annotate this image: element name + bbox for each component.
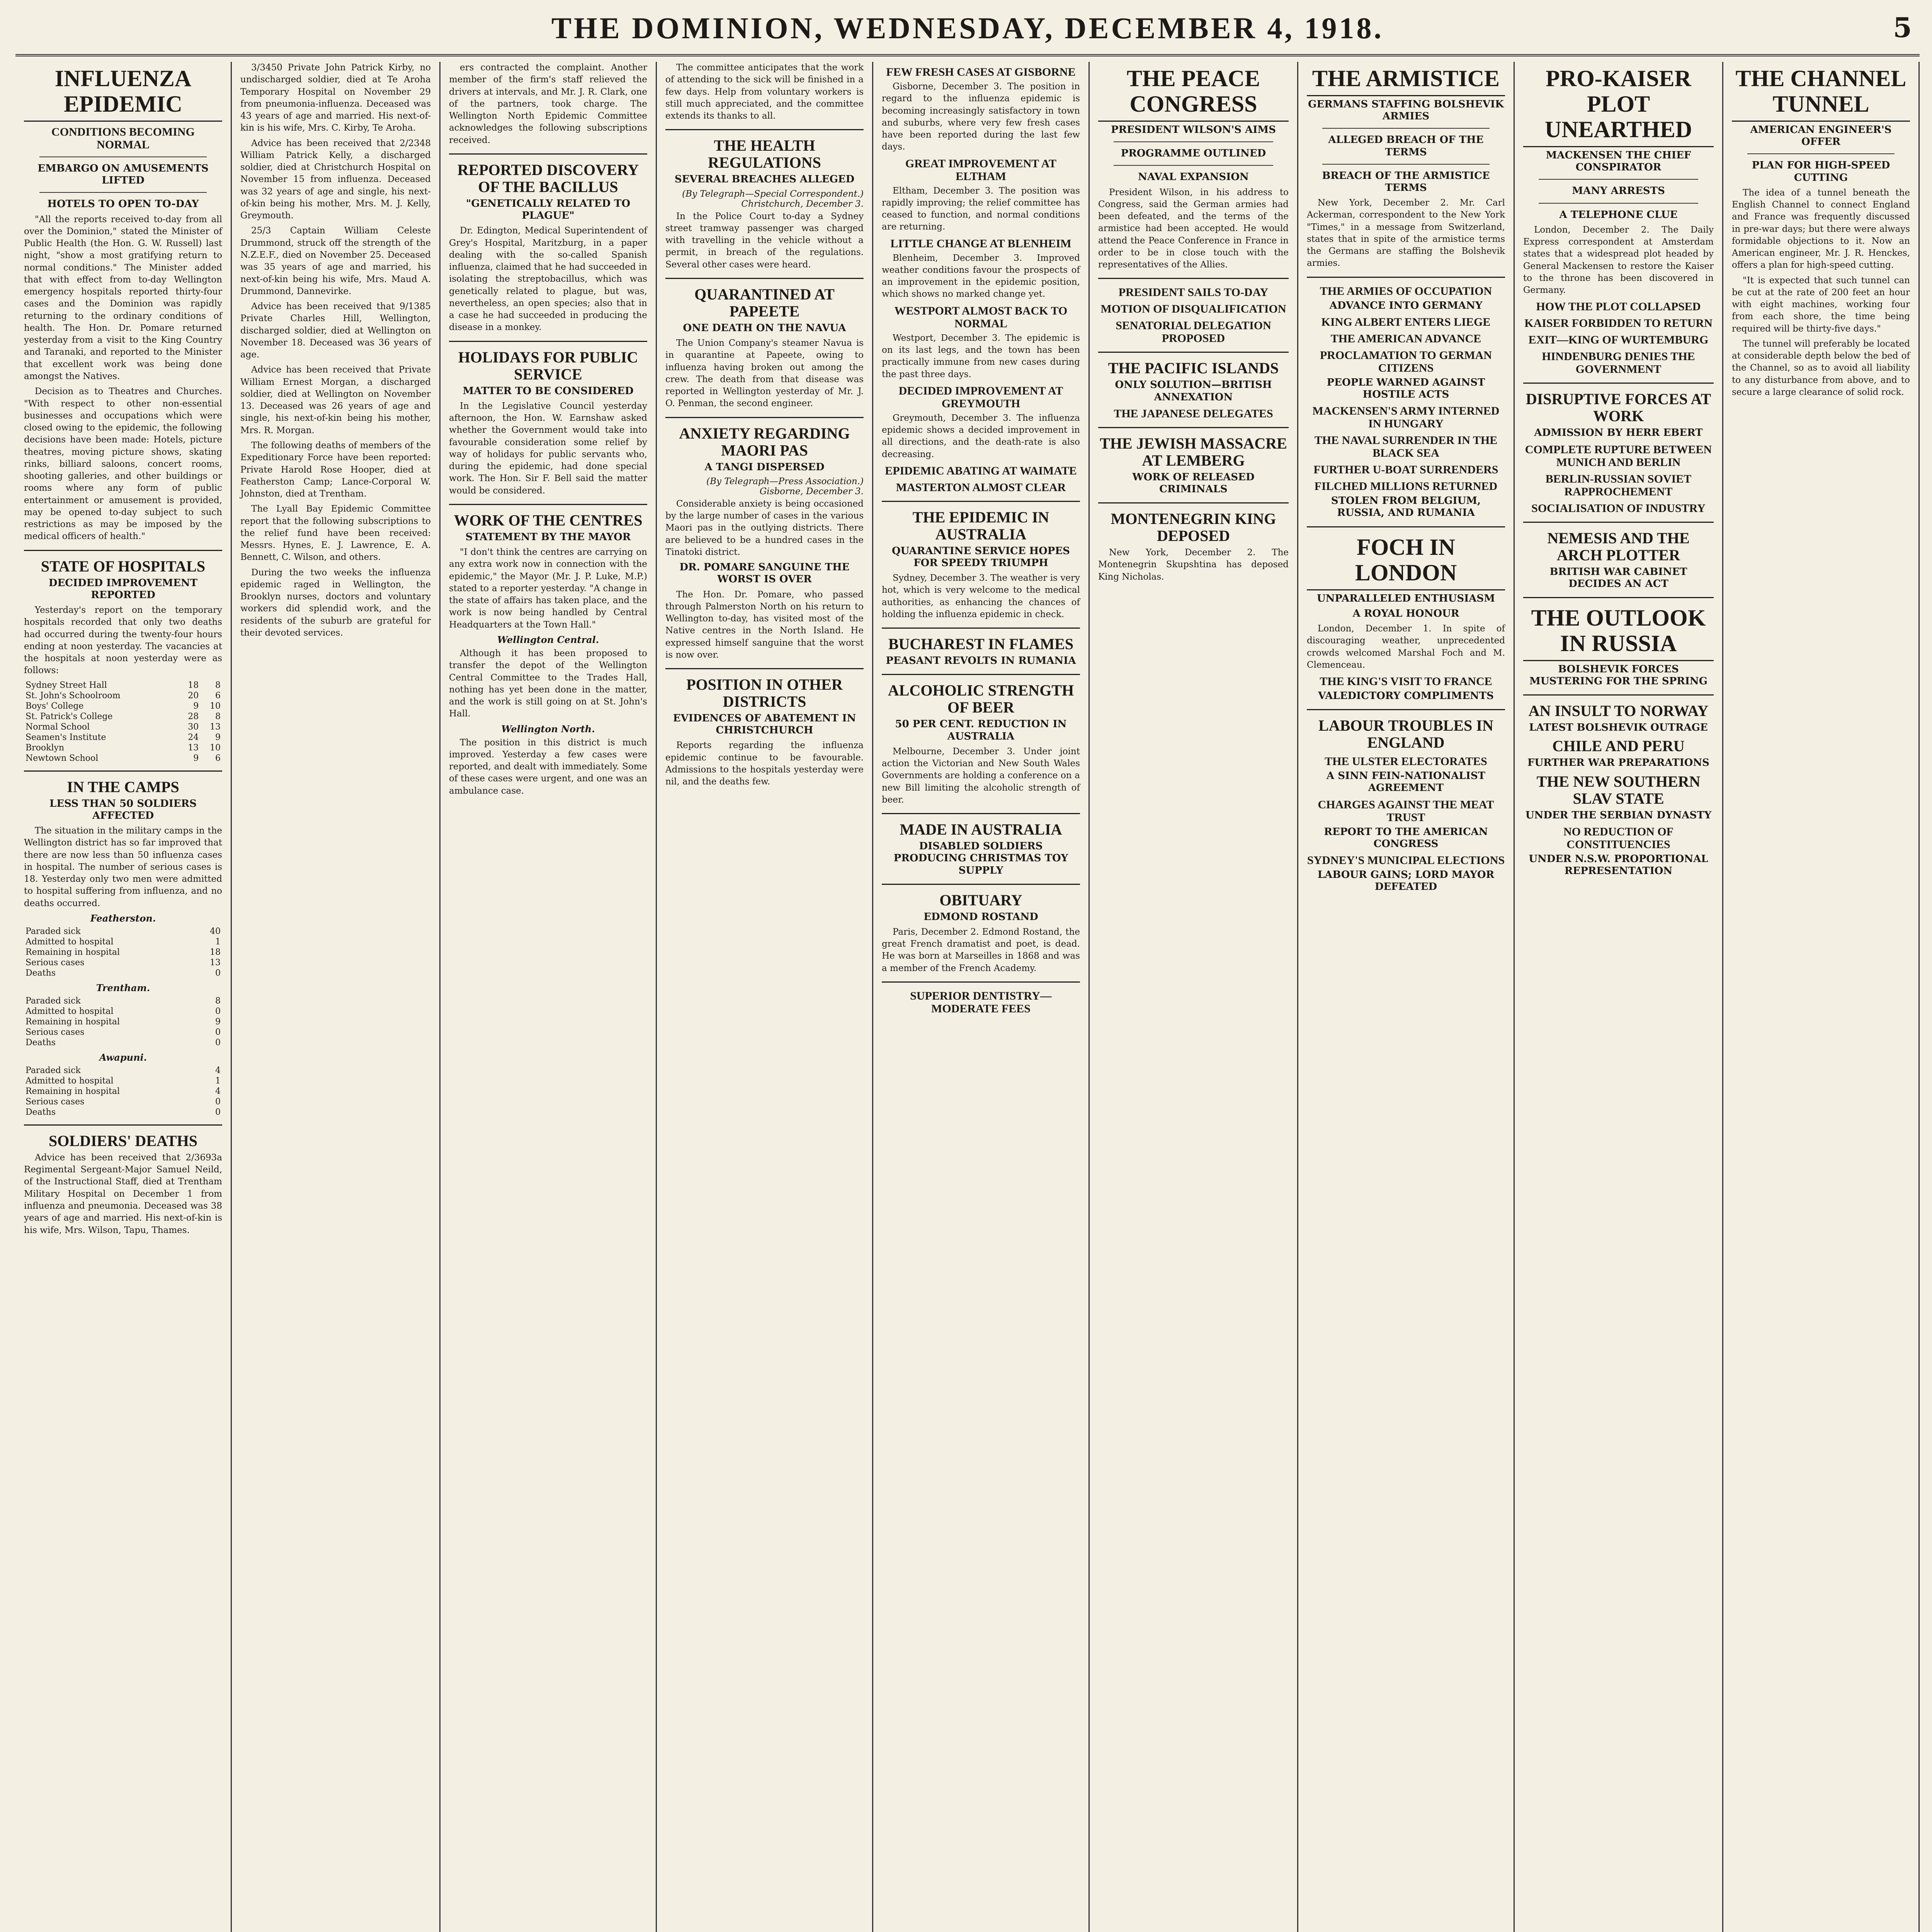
headline-black-sea: THE NAVAL SURRENDER IN THE BLACK SEA bbox=[1314, 434, 1498, 460]
table-row: Remaining in hospital 18 bbox=[26, 947, 221, 957]
article-text: President Wilson, in his address to Congress, said the German armies had been defeated, and the terms of the armistice had been accepted. He would attend the Peace Conference in France in order to be in close touch with the representatives of the Allies. bbox=[1098, 187, 1289, 270]
headline-kaiser-plot: PRO-KAISER PLOT UNEARTHED bbox=[1523, 66, 1714, 147]
camp-name: Featherston. bbox=[90, 912, 156, 924]
headline-soldiers-deaths: SOLDIERS' DEATHS bbox=[49, 1132, 197, 1150]
headline-king-albert: KING ALBERT ENTERS LIEGE bbox=[1321, 315, 1491, 328]
subhead: LATEST BOLSHEVIK OUTRAGE bbox=[1529, 722, 1708, 734]
article-text: Sydney, December 3. The weather is very hot, which is very welcome to the medical authorities, as enhancing the chances of holding the influenza epidemic in check. bbox=[882, 573, 1080, 620]
column-districts bbox=[873, 62, 1090, 1932]
advertisement-dentistry: SUPERIOR DENTISTRY—MODERATE FEES bbox=[910, 989, 1052, 1015]
article-text: The committee anticipates that the work of attending to the sick will be finished in a few days. Help from voluntary workers is still much appreciated, and the committee extends its thanks to all. bbox=[665, 63, 864, 121]
headline-constituencies: NO REDUCTION OF CONSTITUENCIES bbox=[1563, 825, 1673, 851]
headline-munich-berlin: COMPLETE RUPTURE BETWEEN MUNICH AND BERLIN bbox=[1525, 443, 1712, 469]
headline-ulster: THE ULSTER ELECTORATES bbox=[1325, 755, 1487, 768]
subhead: PLAN FOR HIGH-SPEED CUTTING bbox=[1752, 160, 1890, 184]
table-row: Deaths 0 bbox=[26, 1037, 221, 1048]
headline-eltham: GREAT IMPROVEMENT AT ELTHAM bbox=[905, 157, 1057, 183]
subhead: A SINN FEIN-NATIONALIST AGREEMENT bbox=[1327, 770, 1485, 794]
article-text: The position in this district is much improved. Yesterday a few cases were reported, and dealt with immediately. Some of these cases were urgent, and one was an ambulance case. bbox=[449, 737, 647, 796]
camp-name: Awapuni. bbox=[99, 1051, 147, 1063]
table-row: Serious cases 13 bbox=[26, 957, 221, 968]
headline-camps: IN THE CAMPS bbox=[67, 778, 179, 796]
table-row: Admitted to hospital 1 bbox=[26, 937, 221, 947]
headline-papeete: QUARANTINED AT PAPEETE bbox=[694, 285, 835, 320]
column-kaiser-plot bbox=[1515, 62, 1723, 1932]
headline-meat-trust: CHARGES AGAINST THE MEAT TRUST bbox=[1318, 798, 1494, 824]
subhead: QUARANTINE SERVICE HOPES FOR SPEEDY TRIUMPH bbox=[892, 545, 1070, 569]
table-row: Brooklyn 13 10 bbox=[26, 743, 221, 753]
article-text: In the Police Court to-day a Sydney street tramway passenger was charged with travelling in the vehicle without a permit, in breach of the regulations. Several other cases were heard. bbox=[665, 211, 864, 270]
column-peace-congress bbox=[1090, 62, 1298, 1932]
headline-waimate: EPIDEMIC ABATING AT WAIMATE bbox=[885, 464, 1077, 477]
dateline: (By Telegraph—Special Correspondent.) Christchurch, December 3. bbox=[682, 189, 864, 209]
subhead: A TANGI DISPERSED bbox=[704, 461, 825, 473]
headline-plot-collapsed: HOW THE PLOT COLLAPSED bbox=[1536, 300, 1701, 313]
table-row: Admitted to hospital 0 bbox=[26, 1006, 221, 1016]
column-regulations bbox=[657, 62, 873, 1932]
subhead: LESS THAN 50 SOLDIERS AFFECTED bbox=[49, 798, 197, 821]
subhead: MANY ARRESTS bbox=[1572, 185, 1665, 197]
table-row: Paraded sick 8 bbox=[26, 996, 221, 1006]
subhead: AMERICAN ENGINEER'S OFFER bbox=[1750, 124, 1892, 148]
headline-proclamation: PROCLAMATION TO GERMAN CITIZENS bbox=[1320, 349, 1492, 374]
subhead: STOLEN FROM BELGIUM, RUSSIA, AND RUMANIA bbox=[1331, 495, 1481, 519]
headline-other-districts: POSITION IN OTHER DISTRICTS bbox=[686, 676, 843, 711]
subhead: FURTHER WAR PREPARATIONS bbox=[1527, 757, 1709, 769]
subhead: MACKENSEN THE CHIEF CONSPIRATOR bbox=[1546, 150, 1691, 173]
article-text: "All the reports received to-day from all over the Dominion," stated the Minister of Public Health (the Hon. G. W. Russell) last night, "show a most gratifying return to normal conditions." The Minister added that with effect from to-day Wellington emergency hospitals reported thirty-four cases and the Dominion was rapidly returning to the ordinary conditions of health. The Hon. Dr. Pomare returned yesterday from a visit to the King Country and Taranaki, and reported to the Minister that excellent work was being done amongst the Natives. bbox=[24, 214, 222, 382]
article-text: The idea of a tunnel beneath the English Channel to connect England and France was frequently discussed in pre-war days; but there were always formidable objections to it. Now an American engineer, Mr. J. R. Henckes, offers a plan for high-speed cutting. bbox=[1732, 187, 1910, 270]
headline-mackensen-interned: MACKENSEN'S ARMY INTERNED IN HUNGARY bbox=[1312, 405, 1500, 430]
subhead: PEOPLE WARNED AGAINST HOSTILE ACTS bbox=[1327, 376, 1485, 401]
dateline: (By Telegraph—Press Association.) Gisborne, December 3. bbox=[706, 476, 864, 497]
hospital-vacancies-table bbox=[24, 680, 222, 764]
headline-greymouth: DECIDED IMPROVEMENT AT GREYMOUTH bbox=[898, 384, 1063, 410]
headline-foch-london: FOCH IN LONDON bbox=[1307, 534, 1505, 590]
subhead: REPORT TO THE AMERICAN CONGRESS bbox=[1324, 826, 1488, 850]
article-text: "It is expected that such tunnel can be cut at the rate of 200 feet an hour with eight machines, working four from each shore, the time being required will be thirty-five days." bbox=[1732, 275, 1910, 334]
table-row: Serious cases 0 bbox=[26, 1027, 221, 1037]
table-row: Deaths 0 bbox=[26, 968, 221, 978]
page-number: 5 bbox=[1893, 12, 1912, 44]
article-text: In the Legislative Council yesterday afternoon, the Hon. W. Earnshaw asked whether the Government would take into favourable consideration some relief by way of holidays for public servants who, during the epidemic, had done special work. The Hon. Sir F. Bell said the matter would be considered. bbox=[449, 401, 647, 496]
table-row: Serious cases 0 bbox=[26, 1097, 221, 1107]
subhead: VALEDICTORY COMPLIMENTS bbox=[1318, 690, 1494, 702]
headline-kaiser-forbidden: KAISER FORBIDDEN TO RETURN bbox=[1524, 317, 1713, 330]
article-text: During the two weeks the influenza epidemic raged in Wellington, the Brooklyn nurses, doctors and voluntary workers did splendid work, and the residents of the suburb are grateful for their devoted services. bbox=[240, 567, 431, 638]
article-text: Westport, December 3. The epidemic is on its last legs, and the town has been practically immune from new cases during the past three days. bbox=[882, 333, 1080, 379]
subhead: DISABLED SOLDIERS PRODUCING CHRISTMAS TOY SUPPLY bbox=[893, 840, 1068, 876]
headline-disruptive-forces: DISRUPTIVE FORCES AT WORK bbox=[1526, 390, 1711, 425]
article-text: Advice has been received that 2/2348 William Patrick Kelly, a discharged soldier, died at Christchurch Hospital on November 15 from influenza. Deceased was 32 years of age and single, his next-of-kin being his mother, Mrs. M. J. Kelly, Greymouth. bbox=[240, 138, 431, 221]
article-text: Yesterday's report on the temporary hospitals recorded that only two deaths had occurred during the twenty-four hours ending at noon yesterday. The vacancies at the hospitals at noon yesterday were as follows: bbox=[24, 605, 222, 676]
subhead: ADVANCE INTO GERMANY bbox=[1329, 299, 1483, 311]
table-row: Remaining in hospital 4 bbox=[26, 1086, 221, 1096]
headline-hindenburg: HINDENBURG DENIES THE GOVERNMENT bbox=[1542, 350, 1695, 376]
column-armistice bbox=[1298, 62, 1515, 1932]
headline-maori-pas: ANXIETY REGARDING MAORI PAS bbox=[679, 424, 850, 459]
article-text: The Union Company's steamer Navua is in quarantine at Papeete, owing to influenza having broken out among the crew. The death from that disease was reported in Wellington yesterday of Mr. J. O. Penman, the second engineer. bbox=[665, 338, 864, 409]
headline-occupation: THE ARMIES OF OCCUPATION bbox=[1320, 284, 1492, 298]
article-text: London, December 1. In spite of discouraging weather, unprecedented crowds welcomed Marshal Foch and M. Clemenceau. bbox=[1307, 624, 1505, 670]
subhead: ALLEGED BREACH OF THE TERMS bbox=[1328, 134, 1484, 158]
headline-chile-peru: CHILE AND PERU bbox=[1552, 737, 1685, 755]
newspaper-title: THE DOMINION, WEDNESDAY, DECEMBER 4, 1918. bbox=[551, 11, 1384, 45]
article-text: Advice has been received that 9/1385 Private Charles Hill, Wellington, discharged soldier, died at Wellington on November 18. Deceased was 36 years of age. bbox=[240, 301, 431, 360]
headline-socialisation: SOCIALISATION OF INDUSTRY bbox=[1531, 502, 1706, 515]
headline-bucharest: BUCHAREST IN FLAMES bbox=[888, 635, 1074, 653]
column-deaths bbox=[232, 62, 440, 1932]
headline-peace-congress: THE PEACE CONGRESS bbox=[1098, 66, 1289, 122]
subhead: PRESIDENT WILSON'S AIMS bbox=[1111, 124, 1276, 136]
table-row: Sydney Street Hall 18 8 bbox=[26, 680, 221, 690]
headline-u-boat: FURTHER U-BOAT SURRENDERS bbox=[1313, 463, 1498, 476]
subhead: DECIDED IMPROVEMENT REPORTED bbox=[48, 577, 198, 601]
article-text: 25/3 Captain William Celeste Drummond, struck off the strength of the N.Z.E.F., died on November 25. Deceased was 35 years of age and married, his next-of-kin being his wife, Mrs. Maud A. Drummond, Dannevirke. bbox=[240, 226, 431, 296]
headline-nemesis: NEMESIS AND THE ARCH PLOTTER bbox=[1547, 529, 1690, 564]
headline-blenheim: LITTLE CHANGE AT BLENHEIM bbox=[890, 237, 1071, 250]
camp-table bbox=[24, 1065, 222, 1117]
table-row: St. Patrick's College 28 8 bbox=[26, 711, 221, 721]
column-bacillus bbox=[440, 62, 657, 1932]
subhead: UNDER THE SERBIAN DYNASTY bbox=[1525, 809, 1712, 821]
table-row: Newtown School 9 6 bbox=[26, 753, 221, 763]
masthead bbox=[15, 8, 1920, 56]
camp-name: Trentham. bbox=[96, 982, 150, 993]
headline-centres: WORK OF THE CENTRES bbox=[454, 511, 643, 529]
headline-armistice: THE ARMISTICE bbox=[1307, 66, 1505, 96]
table-row: Seamen's Institute 24 9 bbox=[26, 732, 221, 742]
column-channel-tunnel bbox=[1723, 62, 1920, 1932]
headline-hospitals: STATE OF HOSPITALS bbox=[41, 557, 206, 575]
subhead: EMBARGO ON AMUSEMENTS LIFTED bbox=[37, 163, 209, 187]
article-text: New York, December 2. Mr. Carl Ackerman, correspondent to the New York "Times," in a message from Switzerland, states that in spite of the armistice terms the Germans are staffing the Bolshevik armies. bbox=[1307, 198, 1505, 269]
table-row: St. John's Schoolroom 20 6 bbox=[26, 690, 221, 701]
headline-made-in-australia: MADE IN AUSTRALIA bbox=[900, 821, 1062, 838]
district-name: Wellington North. bbox=[501, 723, 595, 735]
headline-labour-troubles: LABOUR TROUBLES IN ENGLAND bbox=[1318, 717, 1493, 752]
headline-westport: WESTPORT ALMOST BACK TO NORMAL bbox=[894, 304, 1068, 330]
subhead: PEASANT REVOLTS IN RUMANIA bbox=[886, 655, 1076, 667]
article-text: Melbourne, December 3. Under joint action the Victorian and New South Wales Governments are holding a conference on a new Bill limiting the alcoholic strength of beer. bbox=[882, 746, 1080, 805]
headline-slav-state: THE NEW SOUTHERN SLAV STATE bbox=[1536, 772, 1701, 807]
headline-australia-epidemic: THE EPIDEMIC IN AUSTRALIA bbox=[912, 508, 1049, 543]
subhead: BRITISH WAR CABINET DECIDES AN ACT bbox=[1549, 566, 1687, 590]
headline-soviet: BERLIN-RUSSIAN SOVIET RAPPROCHEMENT bbox=[1545, 472, 1692, 498]
subhead: A ROYAL HONOUR bbox=[1352, 607, 1459, 619]
subhead: DR. POMARE SANGUINE THE WORST IS OVER bbox=[679, 561, 850, 585]
headline-lemberg: THE JEWISH MASSACRE AT LEMBERG bbox=[1100, 434, 1287, 469]
headline-norway: AN INSULT TO NORWAY bbox=[1528, 702, 1709, 720]
headline-filched-millions: FILCHED MILLIONS RETURNED bbox=[1314, 480, 1498, 493]
camp-table bbox=[24, 996, 222, 1048]
article-text: Gisborne, December 3. The position in regard to the influenza epidemic is becoming increasingly satisfactory in town and suburbs, where very few fresh cases have been reported during the last few days. bbox=[882, 82, 1080, 152]
article-text: Paris, December 2. Edmond Rostand, the great French dramatist and poet, is dead. He was born at Marseilles in 1868 and was a member of the French Academy. bbox=[882, 927, 1080, 973]
headline-senatorial: SENATORIAL DELEGATION PROPOSED bbox=[1116, 319, 1271, 345]
headline-american-advance: THE AMERICAN ADVANCE bbox=[1330, 332, 1481, 345]
table-row: Normal School 30 13 bbox=[26, 722, 221, 732]
headline-gisborne: FEW FRESH CASES AT GISBORNE bbox=[886, 66, 1076, 78]
subhead: EVIDENCES OF ABATEMENT IN CHRISTCHURCH bbox=[673, 713, 856, 736]
subhead: ONLY SOLUTION—BRITISH ANNEXATION bbox=[1115, 379, 1272, 403]
article-text: The Hon. Dr. Pomare, who passed through Palmerston North on his return to Wellington to-day, has visited most of the Native centres in the North Island. He expressed himself sanguine that the worst is now over. bbox=[665, 589, 864, 660]
article-text: The tunnel will preferably be located at considerable depth below the bed of the Channel, so as to avoid all liability to any disturbance from above, and to secure a large clearance of solid rock. bbox=[1732, 338, 1910, 397]
subhead: A TELEPHONE CLUE bbox=[1559, 209, 1678, 221]
headline-holidays: HOLIDAYS FOR PUBLIC SERVICE bbox=[458, 348, 638, 383]
headline-disqualification: MOTION OF DISQUALIFICATION bbox=[1100, 303, 1286, 316]
table-row: Paraded sick 40 bbox=[26, 926, 221, 936]
subhead: STATEMENT BY THE MAYOR bbox=[465, 531, 631, 543]
district-name: Wellington Central. bbox=[497, 634, 599, 645]
article-text: Advice has been received that Private William Ernest Morgan, a discharged soldier, died at Wellington on November 13. Deceased was 26 years of age and single, his next-of-kin being his mother, Mrs. R. Morgan. bbox=[240, 365, 431, 435]
table-row: Deaths 0 bbox=[26, 1107, 221, 1117]
article-text: 3/3450 Private John Patrick Kirby, no undischarged soldier, died at Te Aroha Temporary Hospital on November 29 from pneumonia-influenza. Deceased was 43 years of age and married. His next-of-kin is his wife, Mrs. C. Kirby, Te Aroha. bbox=[240, 63, 431, 133]
camp-table bbox=[24, 926, 222, 978]
article-text: Decision as to Theatres and Churches. "With respect to other non-essential businesses and occupations which were closed owing to the epidemic, the following decisions have been made: Hotels, picture theatres, moving picture shows, skating rinks, billiard saloons, concert rooms, shooting galleries, and other buildings or rooms where any form of public entertainment or amusement is provided, may be opened to-day subject to such restrictions as may be imposed by the medical officers of health." bbox=[24, 386, 222, 542]
table-row: Boys' College 9 10 bbox=[26, 701, 221, 711]
headline-influenza: INFLUENZA EPIDEMIC bbox=[24, 66, 222, 122]
article-text: Considerable anxiety is being occasioned by the large number of cases in the various Maori pas in the outlying districts. There are believed to be a hundred cases in the Tinatoki district. bbox=[665, 498, 864, 557]
table-row: Remaining in hospital 9 bbox=[26, 1017, 221, 1027]
headline-montenegrin-king: MONTENEGRIN KING DEPOSED bbox=[1111, 510, 1276, 545]
headline-sydney-elections: SYDNEY'S MUNICIPAL ELECTIONS bbox=[1307, 854, 1505, 867]
table-row: Paraded sick 4 bbox=[26, 1065, 221, 1075]
subhead: LABOUR GAINS; LORD MAYOR DEFEATED bbox=[1317, 869, 1495, 893]
column-influenza bbox=[15, 62, 232, 1932]
subhead: BREACH OF THE ARMISTICE TERMS bbox=[1322, 170, 1490, 194]
headline-masterton: MASTERTON ALMOST CLEAR bbox=[896, 481, 1066, 494]
article-text: Reports regarding the influenza epidemic continue to be favourable. Admissions to the hospitals yesterday were nil, and the deaths few. bbox=[665, 740, 864, 787]
headline-pacific-islands: THE PACIFIC ISLANDS bbox=[1108, 359, 1279, 377]
subhead: CONDITIONS BECOMING NORMAL bbox=[51, 126, 195, 151]
article-text: Advice has been received that 2/3693a Regimental Sergeant-Major Samuel Neild, of the Instructional Staff, died at Trentham Military Hospital on December 1 from influenza and pneumonia. Deceased was 38 years of age and married. His next-of-kin is his wife, Mrs. Wilson, Tapu, Thames. bbox=[24, 1152, 222, 1235]
subhead: MATTER TO BE CONSIDERED bbox=[463, 385, 634, 397]
subhead: NAVAL EXPANSION bbox=[1138, 171, 1249, 183]
article-text: Eltham, December 3. The position was rapidly improving; the relief committee has ceased to function, and normal conditions are returning. bbox=[882, 185, 1080, 232]
subhead: "GENETICALLY RELATED TO PLAGUE" bbox=[466, 197, 631, 222]
subhead: UNPARALLELED ENTHUSIASM bbox=[1317, 592, 1495, 604]
subhead: BOLSHEVIK FORCES MUSTERING FOR THE SPRING bbox=[1529, 663, 1708, 687]
table-row: Admitted to hospital 1 bbox=[26, 1076, 221, 1086]
subhead: 50 PER CENT. REDUCTION IN AUSTRALIA bbox=[895, 718, 1067, 742]
article-text: Although it has been proposed to transfer the depot of the Wellington Central Committee to the Trades Hall, nothing has yet been done in the matter, and the work is still going on at St. John's Hall. bbox=[449, 648, 647, 719]
article-text: The following deaths of members of the Expeditionary Force have been reported: Private Harold Rose Hooper, died at Featherston Camp; Lance-Corporal W. Johnston, died at Trentham. bbox=[240, 440, 431, 499]
article-text: ers contracted the complaint. Another member of the firm's staff relieved the drivers at intervals, and Mr. J. R. Clark, one of the partners, took charge. The Wellington North Epidemic Committee acknowledges the following subscriptions received. bbox=[449, 63, 647, 145]
subhead: ADMISSION BY HERR EBERT bbox=[1534, 427, 1703, 439]
headline-beer: ALCOHOLIC STRENGTH OF BEER bbox=[888, 682, 1074, 716]
article-text: Blenheim, December 3. Improved weather conditions favour the prospects of an improvement in the epidemic position, which shows no marked change yet. bbox=[882, 253, 1080, 299]
article-text: New York, December 2. The Montenegrin Skupshtina has deposed King Nicholas. bbox=[1098, 548, 1289, 582]
article-text: Greymouth, December 3. The influenza epidemic shows a decided improvement in all directions, and the death-rate is also decreasing. bbox=[882, 413, 1080, 459]
subhead: SEVERAL BREACHES ALLEGED bbox=[674, 173, 855, 185]
subhead: UNDER N.S.W. PROPORTIONAL REPRESENTATION bbox=[1529, 853, 1708, 877]
headline-russia: THE OUTLOOK IN RUSSIA bbox=[1523, 605, 1714, 661]
headline-kings-visit: THE KING'S VISIT TO FRANCE bbox=[1320, 675, 1492, 688]
article-text: Dr. Edington, Medical Superintendent of Grey's Hospital, Maritzburg, in a paper dealing with the so-called Spanish influenza, claimed that he had succeeded in isolating the streptobacillus, which was genetically related to plague, but was, nevertheless, an open species; also that in a case he had succeeded in producing the disease in a monkey. bbox=[449, 226, 647, 333]
headline-health-regulations: THE HEALTH REGULATIONS bbox=[708, 137, 821, 172]
headline-japanese-delegates: THE JAPANESE DELEGATES bbox=[1114, 407, 1273, 420]
headline-obituary: OBITUARY bbox=[939, 891, 1022, 909]
subhead: ONE DEATH ON THE NAVUA bbox=[683, 322, 846, 334]
article-text: "I don't think the centres are carrying on any extra work now in connection with the epidemic," the Mayor (Mr. J. P. Luke, M.P.) stated to a reporter yesterday. "A change in the state of affairs has taken place, and the work is now being handled by Central Headquarters at the Town Hall." bbox=[449, 547, 647, 630]
subhead: PROGRAMME OUTLINED bbox=[1121, 148, 1266, 160]
subhead: HOTELS TO OPEN TO-DAY bbox=[47, 198, 199, 210]
subhead: GERMANS STAFFING BOLSHEVIK ARMIES bbox=[1308, 99, 1504, 122]
article-text: The Lyall Bay Epidemic Committee report that the following subscriptions to the relief fund have been received: Messrs. Hynes, E. J. Lawrence, E. A. Bennett, C. Wilson, and others. bbox=[240, 504, 431, 563]
article-text: The situation in the military camps in the Wellington district has so far improved that there are now less than 50 influenza cases in hospital. The number of serious cases is 18. Yesterday only two men were admitted to hospital suffering from influenza, and no deaths occurred. bbox=[24, 826, 222, 908]
headline-president-sails: PRESIDENT SAILS TO-DAY bbox=[1118, 286, 1269, 299]
article-text: London, December 2. The Daily Express correspondent at Amsterdam states that a widespread plot headed by General Mackensen to restore the Kaiser to the throne has been discovered in Germany. bbox=[1523, 224, 1714, 296]
headline-wurtemburg: EXIT—KING OF WURTEMBURG bbox=[1528, 333, 1709, 347]
subhead: WORK OF RELEASED CRIMINALS bbox=[1132, 471, 1255, 495]
subhead: EDMOND ROSTAND bbox=[923, 911, 1038, 923]
headline-bacillus: REPORTED DISCOVERY OF THE BACILLUS bbox=[457, 161, 639, 196]
headline-channel-tunnel: THE CHANNEL TUNNEL bbox=[1732, 66, 1910, 122]
